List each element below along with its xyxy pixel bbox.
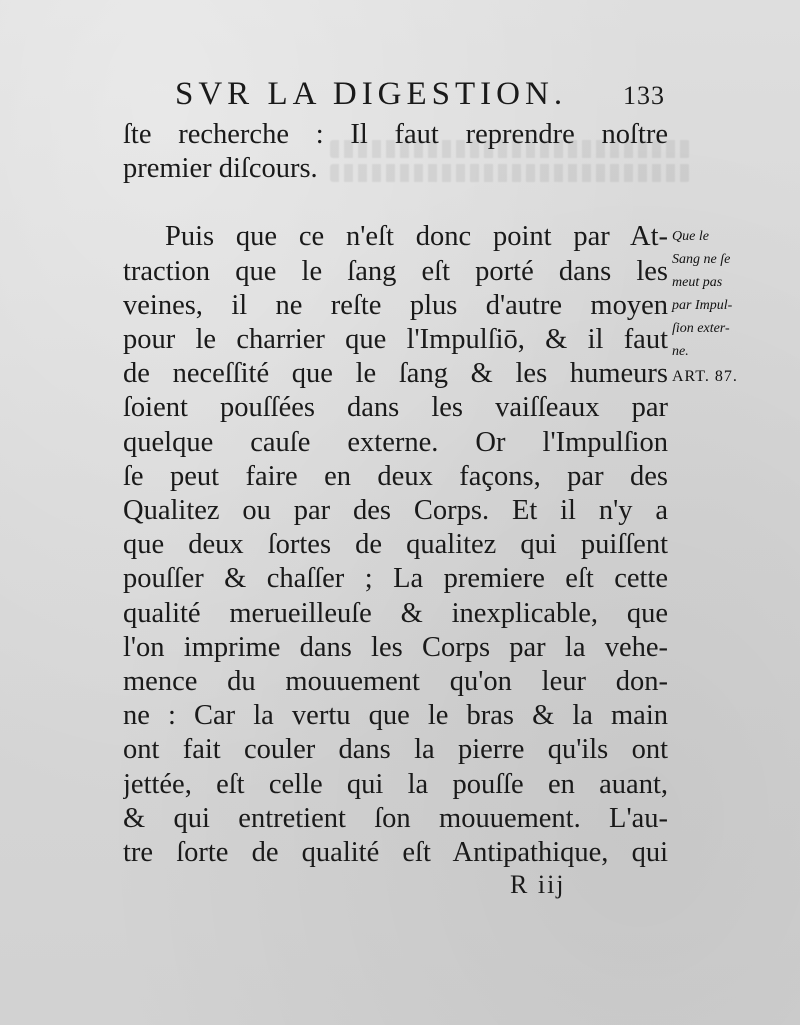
- text-line: ſoient pouſſées dans les vaiſſeaux par: [123, 392, 668, 424]
- page-number: 133: [623, 81, 665, 110]
- text-line: ſte recherche : Il faut reprendre noſtre: [123, 119, 668, 150]
- running-head: SVR LA DIGESTION.: [175, 76, 568, 112]
- text-line: l'on imprime dans les Corps par la vehe-: [123, 631, 668, 663]
- page-header: [175, 74, 665, 114]
- text-line: ne : Car la vertu que le bras & la main: [123, 700, 668, 732]
- text-line: ont fait couler dans la pierre qu'ils ont: [123, 734, 668, 766]
- text-line: veines, il ne reſte plus d'autre moyen: [123, 289, 668, 321]
- text-line: de neceſſité que le ſang & les humeurs: [123, 358, 668, 390]
- text-line: premier diſcours.: [123, 153, 318, 185]
- text-line: mence du mouuement qu'on leur don-: [123, 666, 668, 698]
- margin-note-line: par Impul-: [672, 298, 733, 313]
- main-text: [123, 118, 668, 870]
- margin-note-line: Que le: [672, 229, 709, 244]
- text-line: pouſſer & chaſſer ; La premiere eſt cette: [123, 563, 668, 595]
- margin-note: [672, 225, 792, 388]
- paragraph-spacing: [123, 186, 668, 220]
- text-line: traction que le ſang eſt porté dans les: [123, 255, 668, 287]
- article-number: ART. 87.: [672, 368, 738, 385]
- text-line: tre ſorte de qualité eſt Antipathique, qui: [123, 837, 668, 869]
- text-line: pour le charrier que l'Impulſiō, & il faut: [123, 324, 668, 356]
- text-line: Qualitez ou par des Corps. Et il n'y a: [123, 495, 668, 527]
- margin-note-line: Sang ne ſe: [672, 252, 731, 267]
- text-line: ſe peut faire en deux façons, par des: [123, 460, 668, 492]
- signature-mark: R iij: [510, 870, 566, 899]
- margin-note-line: ſion exter-: [672, 321, 730, 336]
- text-line: quelque cauſe externe. Or l'Impulſion: [123, 426, 668, 458]
- margin-note-line: meut pas: [672, 275, 723, 290]
- text-line: jettée, eſt celle qui la pouſſe en auant,: [123, 768, 668, 800]
- text-line: Puis que ce n'eſt donc point par At-: [165, 221, 668, 253]
- text-line: que deux ſortes de qualitez qui puiſſent: [123, 529, 668, 561]
- margin-note-line: ne.: [672, 344, 689, 359]
- text-line: qualité merueilleuſe & inexplicable, que: [123, 597, 668, 629]
- text-line: & qui entretient ſon mouuement. L'au-: [123, 802, 668, 834]
